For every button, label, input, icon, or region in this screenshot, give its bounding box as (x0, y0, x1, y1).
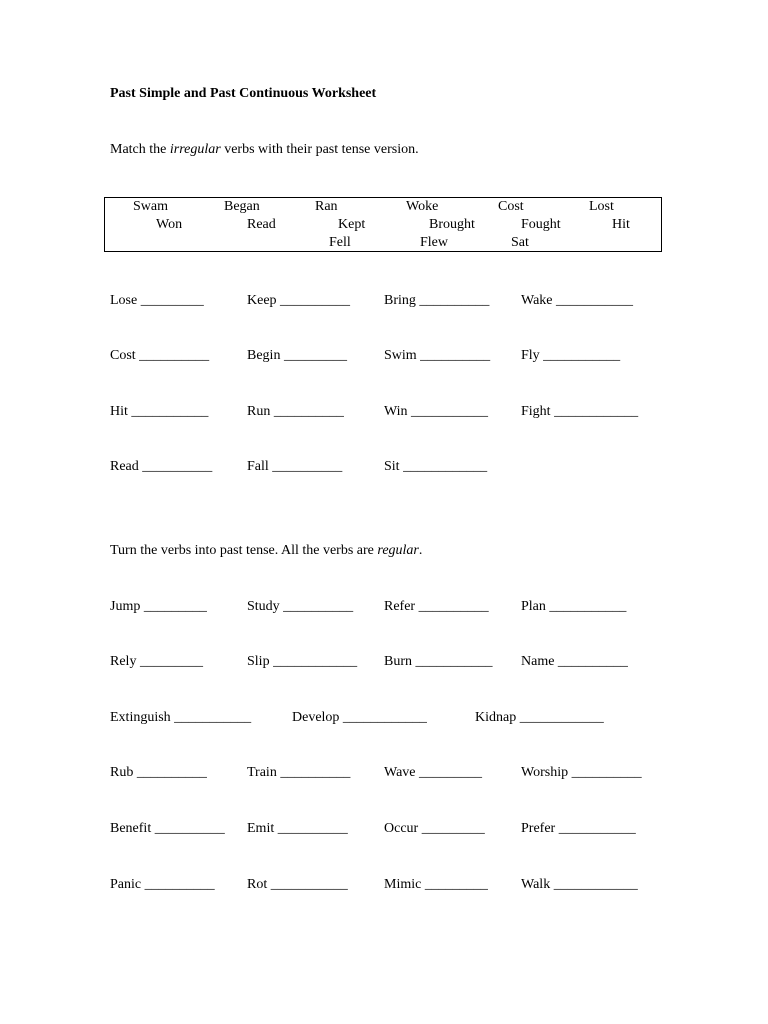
verb-blank-item[interactable]: Refer __________ (384, 599, 489, 614)
word-bank-word: Hit (612, 217, 630, 232)
verb-blank-item[interactable]: Cost __________ (110, 348, 210, 363)
word-bank-word: Fell (329, 235, 351, 250)
instruction-text: Match the (110, 142, 170, 157)
verb-blank-item[interactable]: Fall __________ (247, 459, 343, 474)
instruction-emphasis: regular (377, 543, 419, 558)
verb-blank-item[interactable]: Fly ___________ (521, 348, 621, 363)
verb-blank-item[interactable]: Fight ____________ (521, 404, 639, 419)
word-bank-word: Swam (133, 199, 168, 214)
verb-blank-item[interactable]: Walk ____________ (521, 877, 638, 892)
verb-blank-item[interactable]: Burn ___________ (384, 654, 493, 669)
verb-blank-item[interactable]: Lose _________ (110, 293, 204, 308)
word-bank-word: Fought (521, 217, 561, 232)
verb-blank-item[interactable]: Prefer ___________ (521, 821, 636, 836)
word-bank-word: Cost (498, 199, 524, 214)
verb-blank-item[interactable]: Develop ____________ (292, 710, 427, 725)
exercise-row (0, 404, 768, 424)
section2-instruction (110, 543, 422, 559)
verb-blank-item[interactable]: Worship __________ (521, 765, 642, 780)
instruction-emphasis: irregular (169, 142, 221, 157)
verb-blank-item[interactable]: Train __________ (247, 765, 351, 780)
exercise-row (0, 599, 768, 619)
word-bank-word: Began (224, 199, 260, 214)
verb-blank-item[interactable]: Sit ____________ (384, 459, 488, 474)
verb-blank-item[interactable]: Wave _________ (384, 765, 483, 780)
verb-blank-item[interactable]: Keep __________ (247, 293, 351, 308)
verb-blank-item[interactable]: Plan ___________ (521, 599, 627, 614)
word-bank-word: Woke (406, 199, 439, 214)
word-bank-word: Read (247, 217, 276, 232)
worksheet-title: Past Simple and Past Continuous Worksheet (110, 86, 377, 101)
exercise-row (0, 877, 768, 897)
exercise-row (0, 765, 768, 785)
verb-blank-item[interactable]: Rely _________ (110, 654, 203, 669)
exercise-row (0, 821, 768, 841)
exercise-row (0, 348, 768, 368)
word-bank-word: Kept (338, 217, 366, 232)
exercise-row (0, 459, 768, 479)
verb-blank-item[interactable]: Occur _________ (384, 821, 485, 836)
word-bank-word: Won (156, 217, 183, 232)
verb-blank-item[interactable]: Swim __________ (384, 348, 491, 363)
verb-blank-item[interactable]: Rot ___________ (247, 877, 348, 892)
word-bank-box (104, 197, 662, 252)
verb-blank-item[interactable]: Wake ___________ (521, 293, 634, 308)
verb-blank-item[interactable]: Hit ___________ (110, 404, 209, 419)
verb-blank-item[interactable]: Kidnap ____________ (475, 710, 604, 725)
verb-blank-item[interactable]: Mimic _________ (384, 877, 488, 892)
instruction-text: Turn the verbs into past tense. All the verbs are (110, 543, 378, 558)
verb-blank-item[interactable]: Study __________ (247, 599, 354, 614)
verb-blank-item[interactable]: Extinguish ___________ (110, 710, 252, 725)
word-bank-word: Ran (315, 199, 338, 214)
word-bank-word: Flew (420, 235, 448, 250)
verb-blank-item[interactable]: Rub __________ (110, 765, 207, 780)
word-bank-word: Brought (429, 217, 475, 232)
verb-blank-item[interactable]: Run __________ (247, 404, 344, 419)
verb-blank-item[interactable]: Begin _________ (247, 348, 347, 363)
word-bank-word: Lost (589, 199, 614, 214)
verb-blank-item[interactable]: Jump _________ (110, 599, 207, 614)
verb-blank-item[interactable]: Panic __________ (110, 877, 215, 892)
exercise-row (0, 710, 768, 730)
exercise-row (0, 293, 768, 313)
exercise-row (0, 654, 768, 674)
verb-blank-item[interactable]: Emit __________ (247, 821, 348, 836)
word-bank-word: Sat (511, 235, 529, 250)
verb-blank-item[interactable]: Benefit __________ (110, 821, 225, 836)
verb-blank-item[interactable]: Bring __________ (384, 293, 490, 308)
instruction-text: . (418, 543, 423, 558)
instruction-text: verbs with their past tense version. (220, 142, 419, 157)
verb-blank-item[interactable]: Name __________ (521, 654, 628, 669)
verb-blank-item[interactable]: Slip ____________ (247, 654, 358, 669)
section1-instruction (110, 142, 419, 158)
verb-blank-item[interactable]: Read __________ (110, 459, 213, 474)
verb-blank-item[interactable]: Win ___________ (384, 404, 489, 419)
